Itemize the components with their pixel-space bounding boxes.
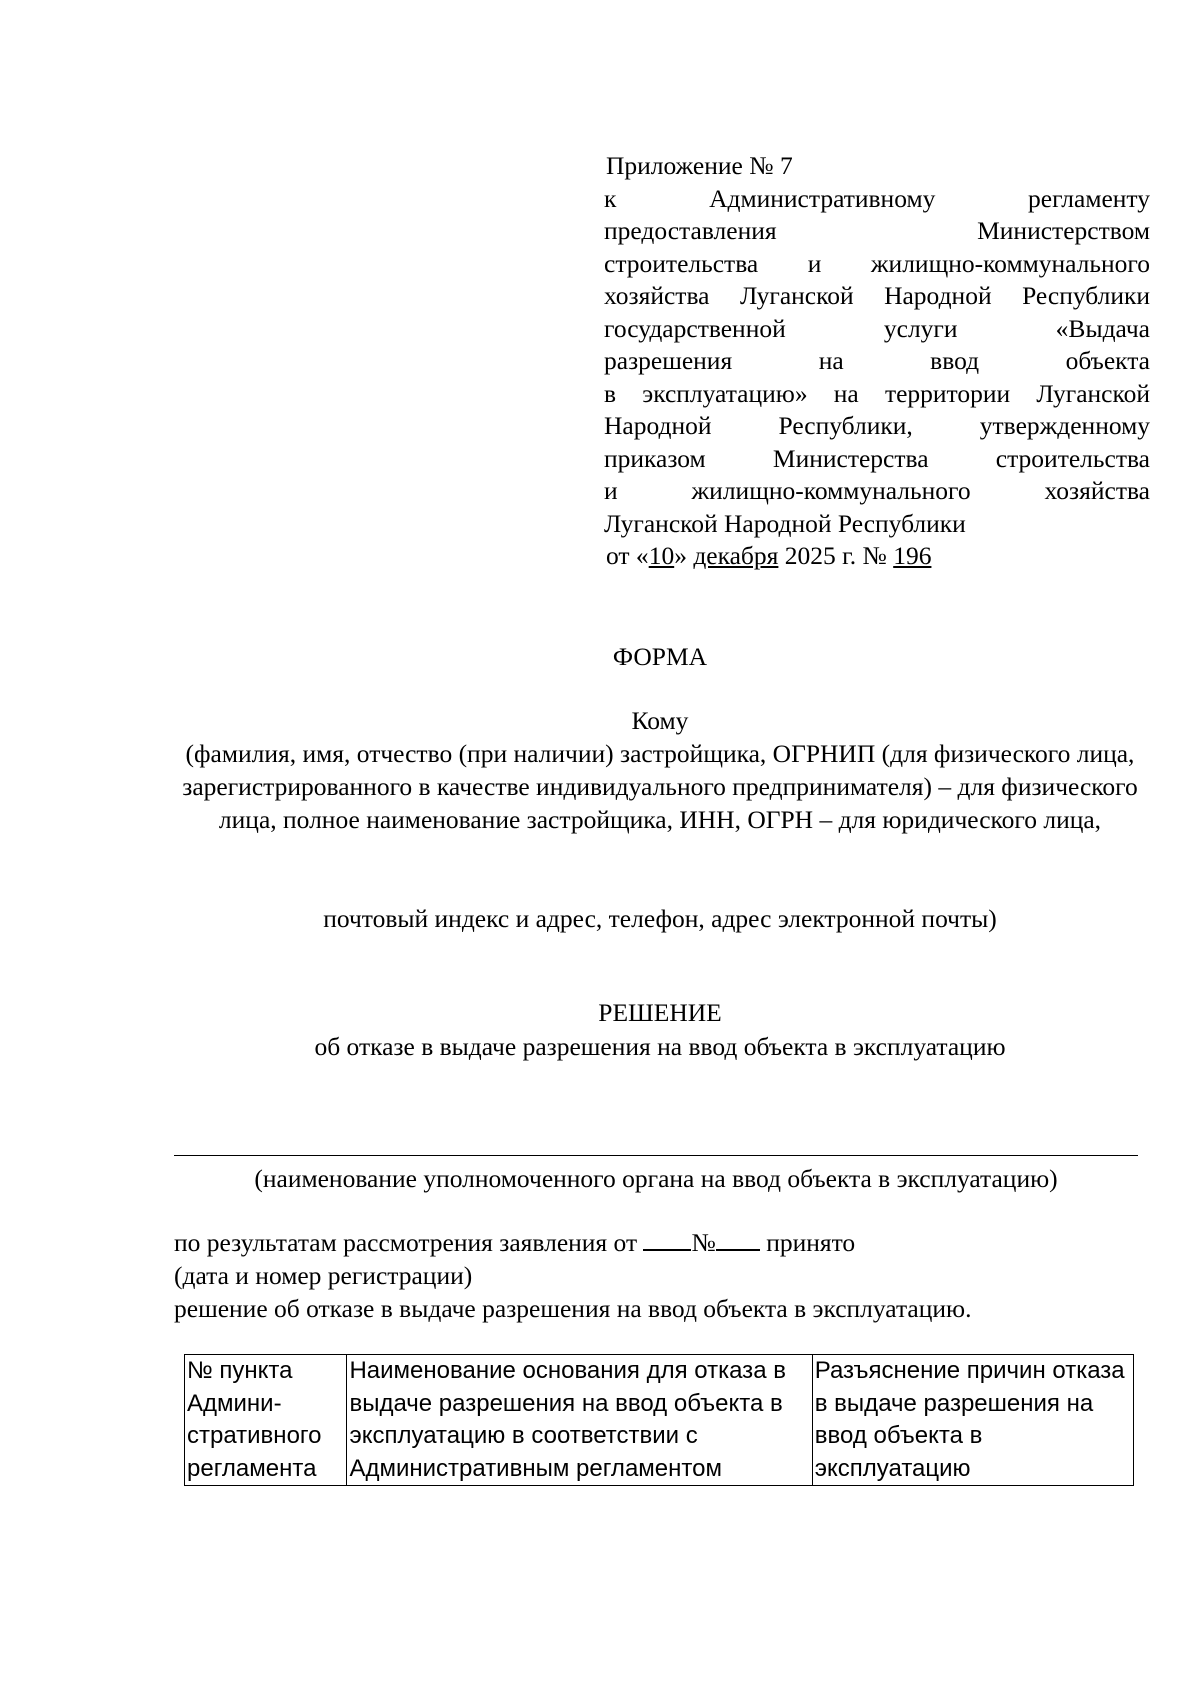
date-mid: »	[674, 541, 694, 570]
decision-title: РЕШЕНИЕ	[598, 998, 722, 1027]
order-number: 196	[893, 541, 932, 570]
appendix-block	[604, 150, 1150, 573]
table-header-row	[185, 1355, 1134, 1486]
appendix-line: к Административному регламенту	[604, 183, 1150, 213]
decision-subtitle: об отказе в выдаче разрешения на ввод объекта в эксплуатацию	[314, 1032, 1006, 1061]
appendix-line: разрешения на ввод объекта	[604, 346, 1150, 375]
table-header-cell: Разъяснение причин отказа в выдаче разрешения на ввод объекта в эксплуатацию	[812, 1355, 1133, 1486]
recipient-contacts: почтовый индекс и адрес, телефон, адрес электронной почты)	[323, 904, 997, 933]
appendix-line: строительства и жилищно-коммунального	[604, 248, 1150, 278]
number-blank	[716, 1227, 760, 1251]
appendix-line: предоставления Министерством	[604, 216, 1150, 245]
appendix-line: приказом Министерства строительства	[604, 443, 1150, 473]
form-title: ФОРМА	[612, 642, 708, 671]
authority-caption: (наименование уполномоченного органа на ввод объекта в эксплуатацию)	[254, 1164, 1058, 1193]
appendix-line: в эксплуатацию» на территории Луганской	[604, 378, 1150, 408]
body-line1-start: по результатам рассмотрения заявления от	[174, 1228, 644, 1257]
appendix-line: Луганской Народной Республики	[604, 508, 966, 538]
number-sign: №	[691, 1228, 716, 1257]
appendix-line: Приложение № 7	[606, 151, 793, 180]
appendix-line: и жилищно-коммунального хозяйства	[604, 476, 1150, 505]
date-day: 10	[648, 541, 675, 570]
table-header-cell: № пункта Админи-стративного регламента	[185, 1355, 347, 1486]
appendix-line: хозяйства Луганской Народной Республики	[604, 281, 1150, 310]
table-header-cell: Наименование основания для отказа в выдаче разрешения на ввод объекта в эксплуатацию в соответствии с Административным регламентом	[347, 1355, 812, 1486]
date-month: декабря	[693, 541, 779, 570]
authority-fill-line	[174, 1155, 1138, 1156]
date-year: 2025 г. №	[778, 541, 894, 570]
date-blank	[643, 1227, 691, 1251]
body-line-2: (дата и номер регистрации)	[174, 1261, 473, 1290]
appendix-line: Народной Республики, утвержденному	[604, 411, 1150, 440]
body-line-3: решение об отказе в выдаче разрешения на ввод объекта в эксплуатацию.	[174, 1294, 972, 1323]
recipient-description: (фамилия, имя, отчество (при наличии) застройщика, ОГРНИП (для физического лица, зарегистрированного в качестве индивидуального предпринимателя) – для физического лица, полное наименование застройщика, ИНН, ОГРН – для юридического лица,	[182, 739, 1138, 834]
body-line-1	[174, 1226, 855, 1259]
body-line1-end: принято	[759, 1228, 856, 1257]
recipient-label: Кому	[631, 706, 689, 735]
reasons-table	[184, 1354, 1134, 1486]
appendix-date	[604, 540, 1150, 573]
date-prefix: от «	[606, 541, 649, 570]
appendix-line: государственной услуги «Выдача	[604, 313, 1150, 343]
